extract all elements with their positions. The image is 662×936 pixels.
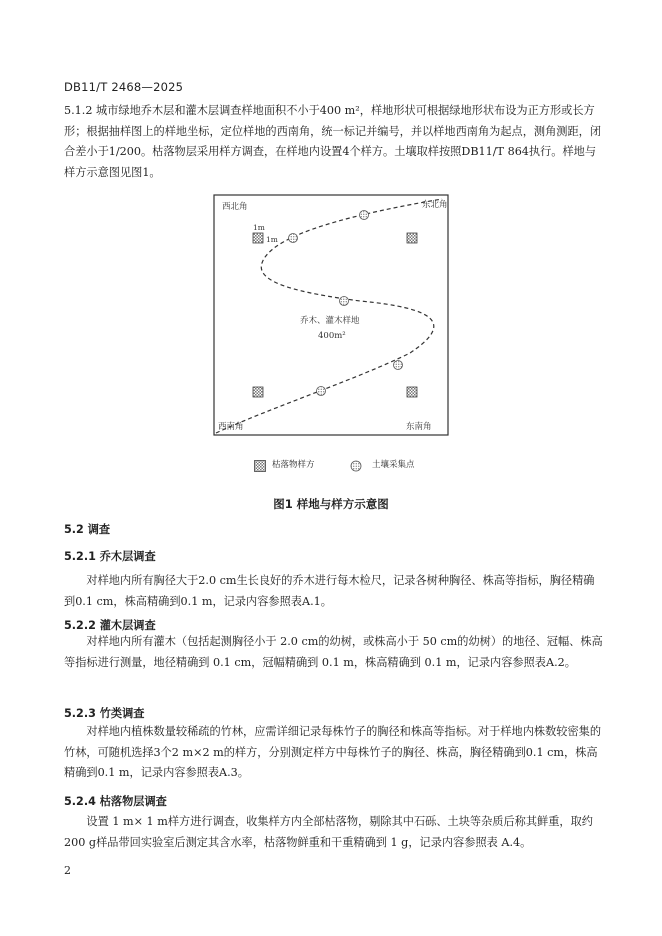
legend-soil-label: 土壤采集点 [372, 460, 415, 470]
soil-point [289, 234, 298, 243]
soil-point [360, 211, 369, 220]
paragraph-5-2-3: 对样地内植株数量较稀疏的竹林，应需详细记录每株竹子的胸径和株高等指标。对于样地内株数较密集的竹林，可随机选择3个2 m×2 m的样方，分别测定样方中每株竹子的胸径、株高，胸径精确到0.1 cm，株高精确到0.1 m，记录内容参照表A.3。 [64, 725, 602, 779]
paragraph-5-1-2: 5.1.2 城市绿地乔木层和灌木层调查样地面积不小于400 m²，样地形状可根据绿地形状布设为正方形或长方形；根据抽样图上的样地坐标，定位样地的西南角，统一标记并编号，并以样地西南角为起点，测角测距，闭合差小于1/200。枯落物层采用样方调查，在样地内设置4个样方。土壤取样按照DB11/T 864执行。样地与样方示意图见图1。 [64, 104, 602, 179]
quadrat-height-label: 1m [266, 235, 278, 244]
paragraph-5-2-2: 对样地内所有灌木（包括起测胸径小于 2.0 cm的幼树，或株高小于 50 cm的幼树）的地径、冠幅、株高等指标进行测量，地径精确到 0.1 cm，冠幅精确到 0.1 m，株高精确到 0.1 m，记录内容参照表A.2。 [64, 635, 603, 669]
section-5-2-3-heading: 5.2.3 竹类调查 [64, 707, 145, 720]
section-5-2-4-heading: 5.2.4 枯落物层调查 [64, 795, 167, 808]
soil-point [317, 387, 326, 396]
figure-caption: 图1 样地与样方示意图 [273, 497, 389, 511]
legend-quadrat-swatch [254, 457, 266, 469]
section-5-2-2-heading: 5.2.2 灌木层调查 [64, 619, 156, 632]
corner-nw: 西北角 [222, 202, 248, 212]
section-5-2-1-heading: 5.2.1 乔木层调查 [64, 550, 156, 563]
quadrat-width-label: 1m [253, 223, 265, 232]
page-number: 2 [64, 864, 71, 877]
document-header: DB11/T 2468—2025 [64, 80, 184, 94]
litter-quadrat [253, 233, 263, 243]
plot-boundary [214, 195, 448, 435]
legend-soil-swatch [350, 457, 362, 469]
legend-quadrat-label: 枯落物样方 [272, 460, 315, 470]
litter-quadrat [407, 387, 417, 397]
plot-area: 400m² [318, 331, 346, 341]
paragraph-5-2-4: 设置 1 m× 1 m样方进行调查，收集样方内全部枯落物，剔除其中石砾、土块等杂质后称其鲜重，取约200 g样品带回实验室后测定其含水率，枯落物鲜重和干重精确到 1 g，记录内容参照表 A.4。 [64, 815, 593, 849]
corner-se: 东南角 [406, 422, 432, 432]
plot-label: 乔木、灌木样地 [300, 316, 360, 326]
litter-quadrat [253, 387, 263, 397]
paragraph-5-2-1: 对样地内所有胸径大于2.0 cm生长良好的乔木进行每木检尺，记录各树种胸径、株高等指标，胸径精确到0.1 cm，株高精确到0.1 m，记录内容参照表A.1。 [64, 574, 595, 608]
plot-diagram [210, 193, 452, 439]
section-5-2-heading: 5.2 调查 [64, 523, 111, 536]
corner-ne: 东北角 [422, 200, 448, 210]
soil-point [394, 361, 403, 370]
corner-sw: 西南角 [218, 422, 244, 432]
soil-point [340, 297, 349, 306]
litter-quadrat [407, 233, 417, 243]
